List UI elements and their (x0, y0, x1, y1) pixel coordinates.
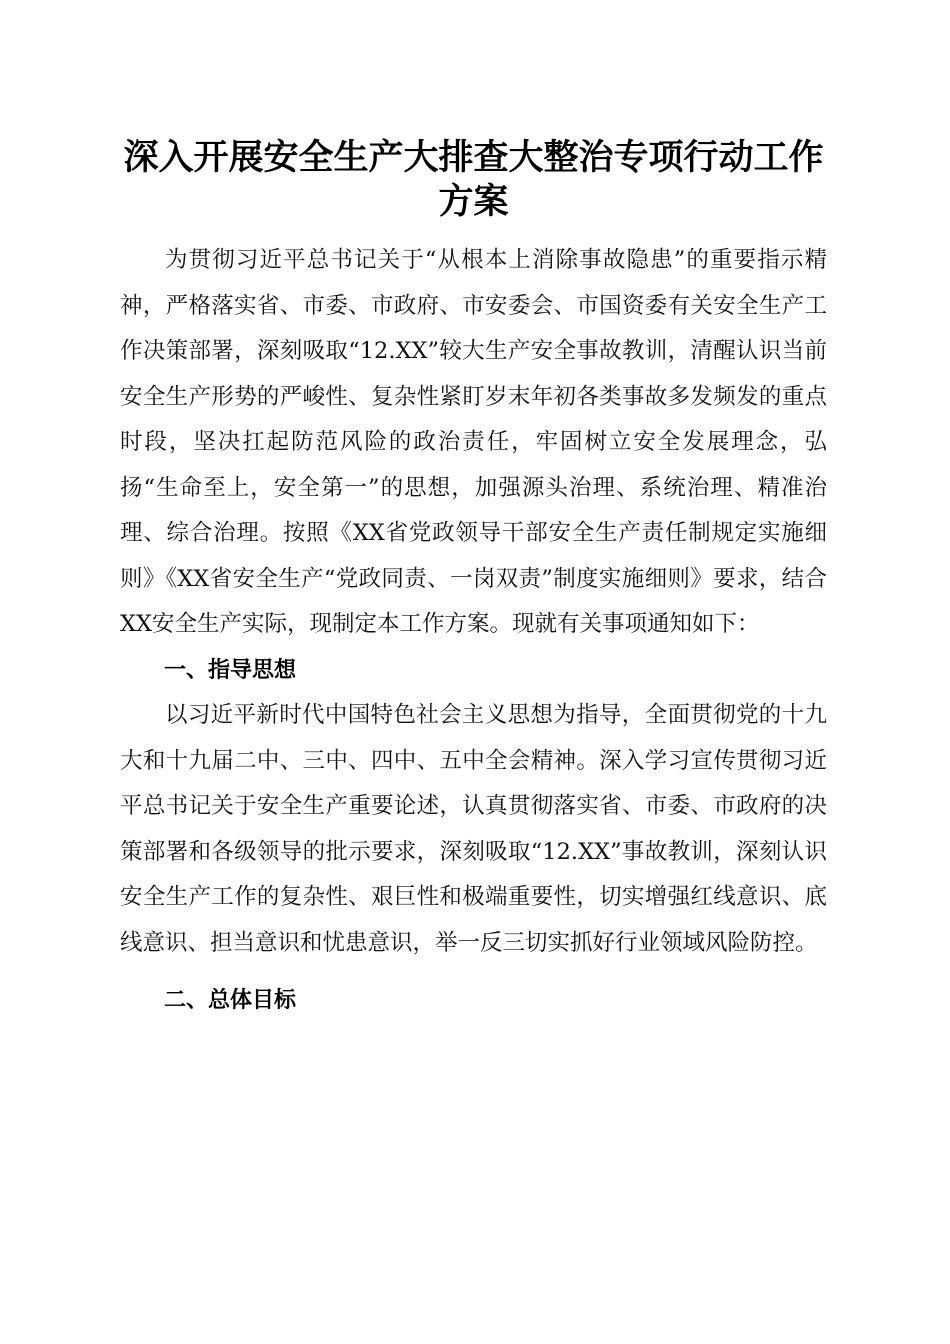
intro-paragraph: 为贯彻习近平总书记关于“从根本上消除事故隐患”的重要指示精神，严格落实省、市委、市政府、市安委会、市国资委有关安全生产工作决策部署，深刻吸取“12.XX”较大生产安全事故教训，清醒认识当前安全生产形势的严峻性、复杂性紧盯岁末年初各类事故多发频发的重点时段，坚决扛起防范风险的政治责任，牢固树立安全发展理念，弘扬“生命至上，安全第一”的思想，加强源头治理、系统治理、精准治理、综合治理。按照《XX省党政领导干部安全生产责任制规定实施细则》《XX省安全生产“党政同责、一岗双责”制度实施细则》要求，结合XX安全生产实际，现制定本工作方案。现就有关事项通知如下： (120, 247, 827, 637)
document-title: 深入开展安全生产大排查大整治专项行动工作方案 (123, 137, 824, 222)
section-heading-overall-goal: 二、总体目标 (164, 988, 297, 1013)
document-content (120, 136, 827, 1024)
section-body-guiding-ideology: 以习近平新时代中国特色社会主义思想为指导，全面贯彻党的十九大和十九届二中、三中、四中、五中全会精神。深入学习宣传贯彻习近平总书记关于安全生产重要论述，认真贯彻落实省、市委、市政府的决策部署和各级领导的批示要求，深刻吸取“12.XX”事故教训，深刻认识安全生产工作的复杂性、艰巨性和极端重要性，切实增强红线意识、底线意识、担当意识和忧患意识，举一反三切实抓好行业领域风险防控。 (120, 702, 827, 956)
section-heading-guiding-ideology: 一、指导思想 (164, 657, 297, 683)
